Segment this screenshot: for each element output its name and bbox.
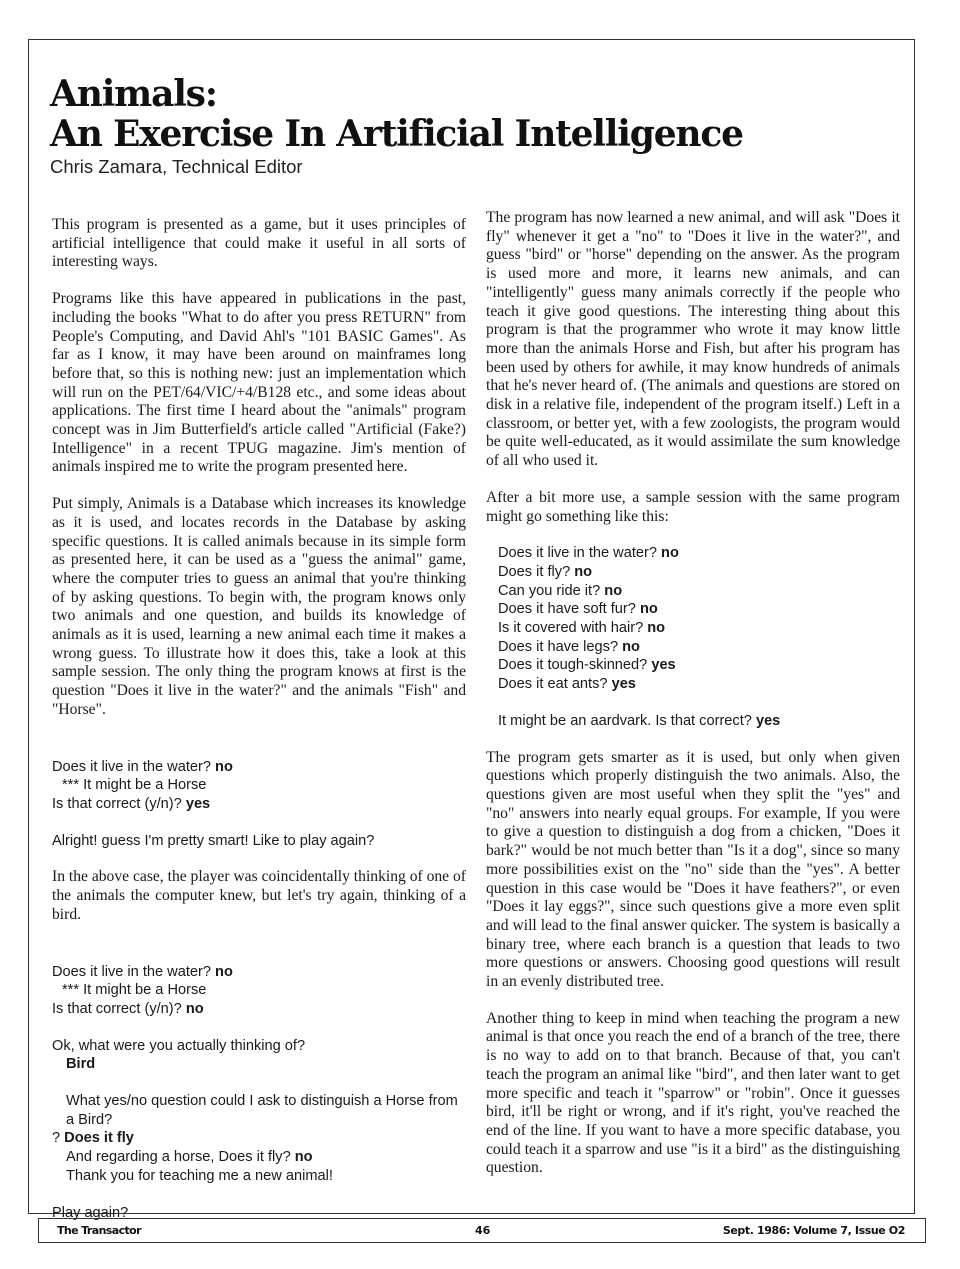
session-line: Is that correct (y/n)? yes (52, 795, 211, 812)
user-answer: no (604, 582, 623, 599)
user-answer: no (574, 563, 593, 580)
paragraph: Put simply, Animals is a Database which increases its knowledge as it is used, and locates records in the Database by asking specific questions. It is called animals because in its simple form as presented here, it can be used as a "guess the animal" game, where the computer tries to guess an animal that you're thinking of by asking questions. To begin with, the program knows only two animals and one question, and builds its knowledge of animals as it is used, learning a new animal each time it makes a wrong guess. To illustrate how it does this, take a look at this sample session. The only thing the program knows at first is the question "Does it live in the water?" and the animals "Fish" and "Horse". (52, 495, 466, 718)
magazine-name: The Transactor (57, 1224, 141, 1237)
session-line: And regarding a horse, Does it fly? no (66, 1149, 313, 1166)
session-line: Does it tough-skinned? yes (498, 657, 676, 674)
session-line: Does it live in the water? no (498, 545, 679, 562)
right-column (486, 209, 900, 1196)
session-line: Does it live in the water? no (52, 758, 233, 775)
user-answer: yes (651, 657, 676, 674)
article-title (50, 74, 743, 154)
user-answer: no (215, 963, 233, 980)
session-line: ? Does it fly (52, 1130, 134, 1147)
session-line: Does it fly? no (498, 563, 593, 580)
paragraph: Another thing to keep in mind when teaching the program a new animal is that once you reach the end of a branch of the tree, there is no way to add on to that branch. Because of that, you can't teach the program an animal like "bird", and then later want to get more specific and teach it "sparrow" or "robin". Once it guesses bird, it'll be right or wrong, and if it's right, you've reached the end of the line. If you want to have a more specific database, you could teach it a sparrow and use "is it a bird" as the distinguishing question. (486, 1009, 900, 1177)
session-line: What yes/no question could I ask to distinguish a Horse from (66, 1093, 458, 1110)
paragraph: The program gets smarter as it is used, but only when given questions which properly distinguish the two animals. Also, the questions given are most useful when they split the "yes" and "no" answers into nearly equal groups. For example, If you were to give a question to distinguish a dog from a chicken, "Does it bark?" would be not much better than "Is it a dog", since so many more possibilities exist on the "no" side than the "yes". A better question in this case would be "Does it have feathers?", or even "Does it lay eggs?", since such questions give a more even split and will lead to the final answer quicker. The system is basically a binary tree, where each branch is a question that leads to two more questions or answers. Choosing good questions will result in an evenly distributed tree. (486, 748, 900, 991)
session-line: Does it eat ants? yes (498, 676, 636, 693)
user-answer: yes (185, 795, 211, 812)
session-line: Ok, what were you actually thinking of? (52, 1037, 306, 1054)
left-column (52, 216, 466, 1222)
sample-session-3 (486, 544, 900, 730)
session-guess: It might be an aardvark. Is that correct? yes (498, 712, 781, 729)
session-line: Can you ride it? no (498, 582, 623, 599)
title-line-1: Animals: (50, 73, 217, 115)
session-line: Does it live in the water? no (52, 963, 233, 980)
user-answer: Does it fly (64, 1130, 134, 1147)
user-answer: yes (611, 676, 636, 693)
user-answer: no (294, 1149, 313, 1166)
user-answer: no (647, 620, 666, 637)
session-line: a Bird? (66, 1111, 113, 1128)
session-line: Is it covered with hair? no (498, 620, 666, 637)
paragraph: After a bit more use, a sample session with the same program might go something like this: (486, 488, 900, 525)
user-answer: no (185, 1000, 204, 1017)
page-footer (38, 1218, 926, 1243)
paragraph: In the above case, the player was coincidentally thinking of one of the animals the computer knew, but let's try again, thinking of a bird. (52, 868, 466, 923)
session-guess: *** It might be a Horse (62, 982, 207, 999)
byline: Chris Zamara, Technical Editor (50, 156, 303, 177)
session-line: Does it have legs? no (498, 638, 640, 655)
session-line: Is that correct (y/n)? no (52, 1000, 204, 1017)
user-answer: yes (755, 712, 781, 729)
user-answer: no (661, 545, 679, 562)
user-answer: no (622, 638, 640, 655)
user-answer: no (639, 601, 658, 618)
session-line: Does it have soft fur? no (498, 601, 658, 618)
paragraph: The program has now learned a new animal, and will ask "Does it fly" whenever it get a "no" to "Does it live in the water?", and guess "bird" or "horse" depending on the answer. As the program is used more and more, it learns new animals, and can "intelligently" guess many animals correctly if the people who teach it give good questions. The interesting thing about this program is that the programmer who wrote it may know little more than the animals Horse and Fish, but after his program has been used by others for awhile, it may know hundreds of animals that he's never heard of. (The animals and questions are stored on disk in a relative file, independent of the program itself.) Left in a classroom, or better yet, with a few zoologists, the program would be quite well-educated, as it would assimilate the sum knowledge of all who used it. (486, 209, 900, 470)
session-reply: Alright! guess I'm pretty smart! Like to play again? (52, 832, 375, 849)
paragraph: This program is presented as a game, but it uses principles of artificial intelligence that could make it useful in all sorts of interesting ways. (52, 216, 466, 271)
sample-session-1 (52, 758, 466, 851)
user-answer: Bird (66, 1056, 96, 1073)
title-line-2: An Exercise In Artificial Intelligence (50, 113, 743, 155)
session-line: Play again? (52, 1204, 129, 1221)
issue-info: Sept. 1986: Volume 7, Issue O2 (722, 1224, 905, 1237)
paragraph: Programs like this have appeared in publications in the past, including the books "What to do after you press RETURN" from People's Computing, and David Ahl's "101 BASIC Games". As far as I know, it may have been around on mainframes long before that, so this is nothing new: just an implementation which will run on the PET/64/VIC/+4/B128 etc., and some ideas about applications. The first time I heard about the "animals" program concept was in Jim Butterfield's article called "Artificial (Fake?) Intelligence" in a recent TPUG magazine. Jim's mention of animals inspired me to write the program presented here. (52, 290, 466, 476)
session-line: Thank you for teaching me a new animal! (66, 1167, 333, 1184)
sample-session-2 (52, 963, 466, 1223)
page-number: 46 (475, 1224, 491, 1237)
user-answer: no (215, 758, 233, 775)
session-guess: *** It might be a Horse (62, 777, 207, 794)
